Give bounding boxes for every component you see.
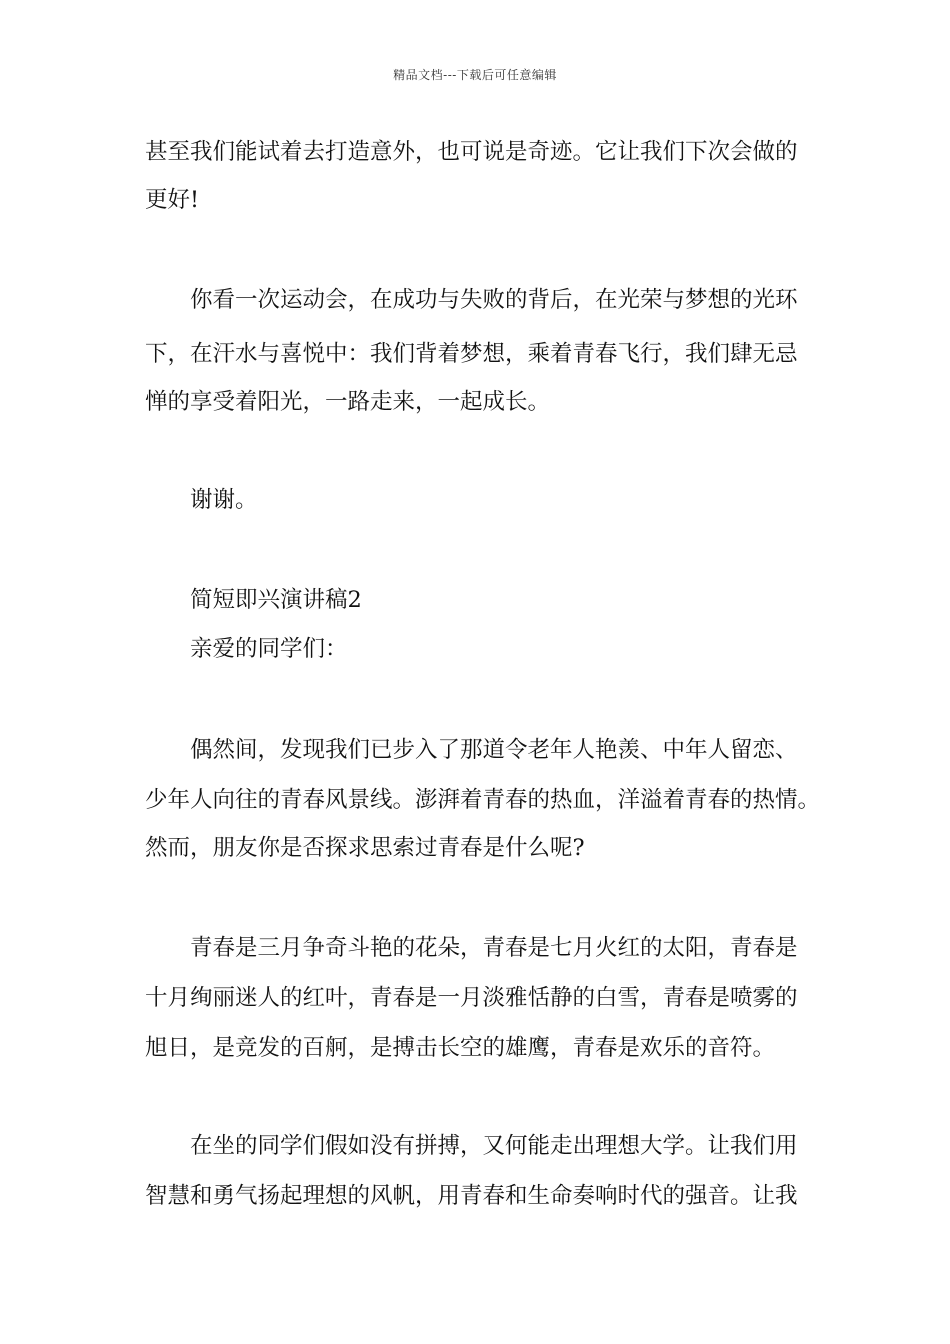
salutation: 亲爱的同学们： [190, 636, 348, 662]
body-line: 谢谢。 [190, 487, 258, 513]
body-line: 然而，朋友你是否探求思索过青春是什么呢? [145, 835, 585, 861]
body-line: 在坐的同学们假如没有拼搏，又何能走出理想大学。让我们用 [190, 1133, 798, 1159]
body-line: 旭日，是竞发的百舸，是搏击长空的雄鹰，青春是欢乐的音符。 [145, 1035, 776, 1061]
body-line: 青春是三月争奇斗艳的花朵，青春是七月火红的太阳，青春是 [190, 935, 798, 961]
body-line: 少年人向往的青春风景线。澎湃着青春的热血，洋溢着青春的热情。 [145, 787, 821, 813]
body-line: 下，在汗水与喜悦中：我们背着梦想，乘着青春飞行，我们肆无忌 [145, 341, 798, 367]
page-header: 精品文档---下载后可任意编辑 [393, 68, 557, 82]
body-line: 你看一次运动会，在成功与失败的背后，在光荣与梦想的光环 [190, 287, 798, 313]
body-line: 偶然间，发现我们已步入了那道令老年人艳羡、中年人留恋、 [190, 737, 798, 763]
body-line: 甚至我们能试着去打造意外，也可说是奇迹。它让我们下次会做的 [145, 139, 798, 165]
body-line: 十月绚丽迷人的红叶，青春是一月淡雅恬静的白雪，青春是喷雾的 [145, 985, 798, 1011]
section-title: 简短即兴演讲稿2 [190, 587, 362, 613]
body-line: 更好! [145, 187, 200, 213]
body-line: 惮的享受着阳光，一路走来，一起成长。 [145, 389, 551, 415]
body-line: 智慧和勇气扬起理想的风帆，用青春和生命奏响时代的强音。让我 [145, 1183, 798, 1209]
